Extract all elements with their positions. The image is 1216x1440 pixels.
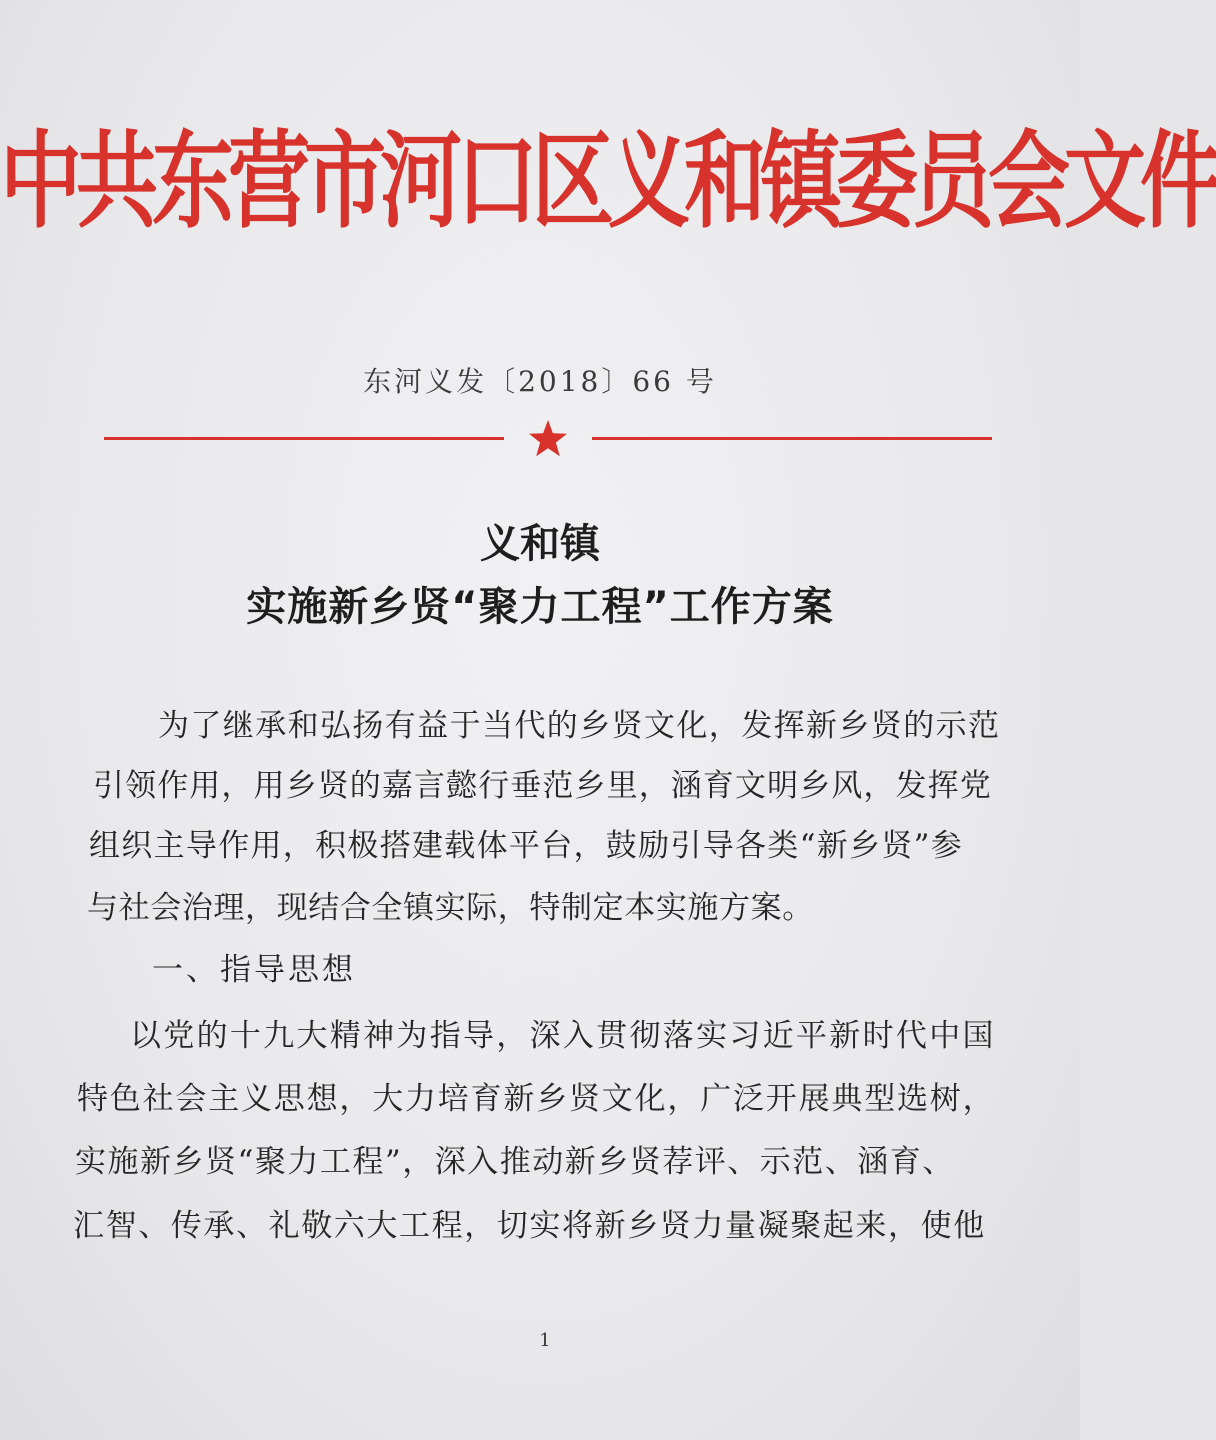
document-header-title: 中共东营市河口区义和镇委员会文件 [0,121,1216,244]
body-paragraph-2-line-1: 以党的十九大精神为指导，深入贯彻落实习近平新时代中国 [130,1018,996,1054]
body-paragraph-1-line-4: 与社会治理，现结合全镇实际，特制定本实施方案。 [87,890,814,926]
document-title-line-1: 义和镇 [480,521,600,567]
body-paragraph-2-line-3: 实施新乡贤“聚力工程”，深入推动新乡贤荐评、示范、涵育、 [75,1144,955,1180]
body-paragraph-1-line-1: 为了继承和弘扬有益于当代的乡贤文化，发挥新乡贤的示范 [158,708,1001,744]
red-star-icon [527,418,569,460]
red-divider-right [592,437,992,440]
body-paragraph-2-line-4: 汇智、传承、礼敬六大工程，切实将新乡贤力量凝聚起来，使他 [73,1208,986,1244]
body-paragraph-2-line-2: 特色社会主义思想，大力培育新乡贤文化，广泛开展典型选树， [77,1081,996,1117]
document-title-line-2: 实施新乡贤“聚力工程”工作方案 [246,584,834,630]
page-number: 1 [539,1330,551,1351]
body-paragraph-1-line-2: 引领作用，用乡贤的嘉言懿行垂范乡里，涵育文明乡风，发挥党 [93,768,992,804]
body-paragraph-1-line-3: 组织主导作用，积极搭建载体平台，鼓励引导各类“新乡贤”参 [89,828,964,864]
document-number: 东河义发〔2018〕66 号 [363,365,717,398]
section-heading-guiding-ideology: 一、指导思想 [152,952,356,988]
red-divider-left [104,437,504,440]
